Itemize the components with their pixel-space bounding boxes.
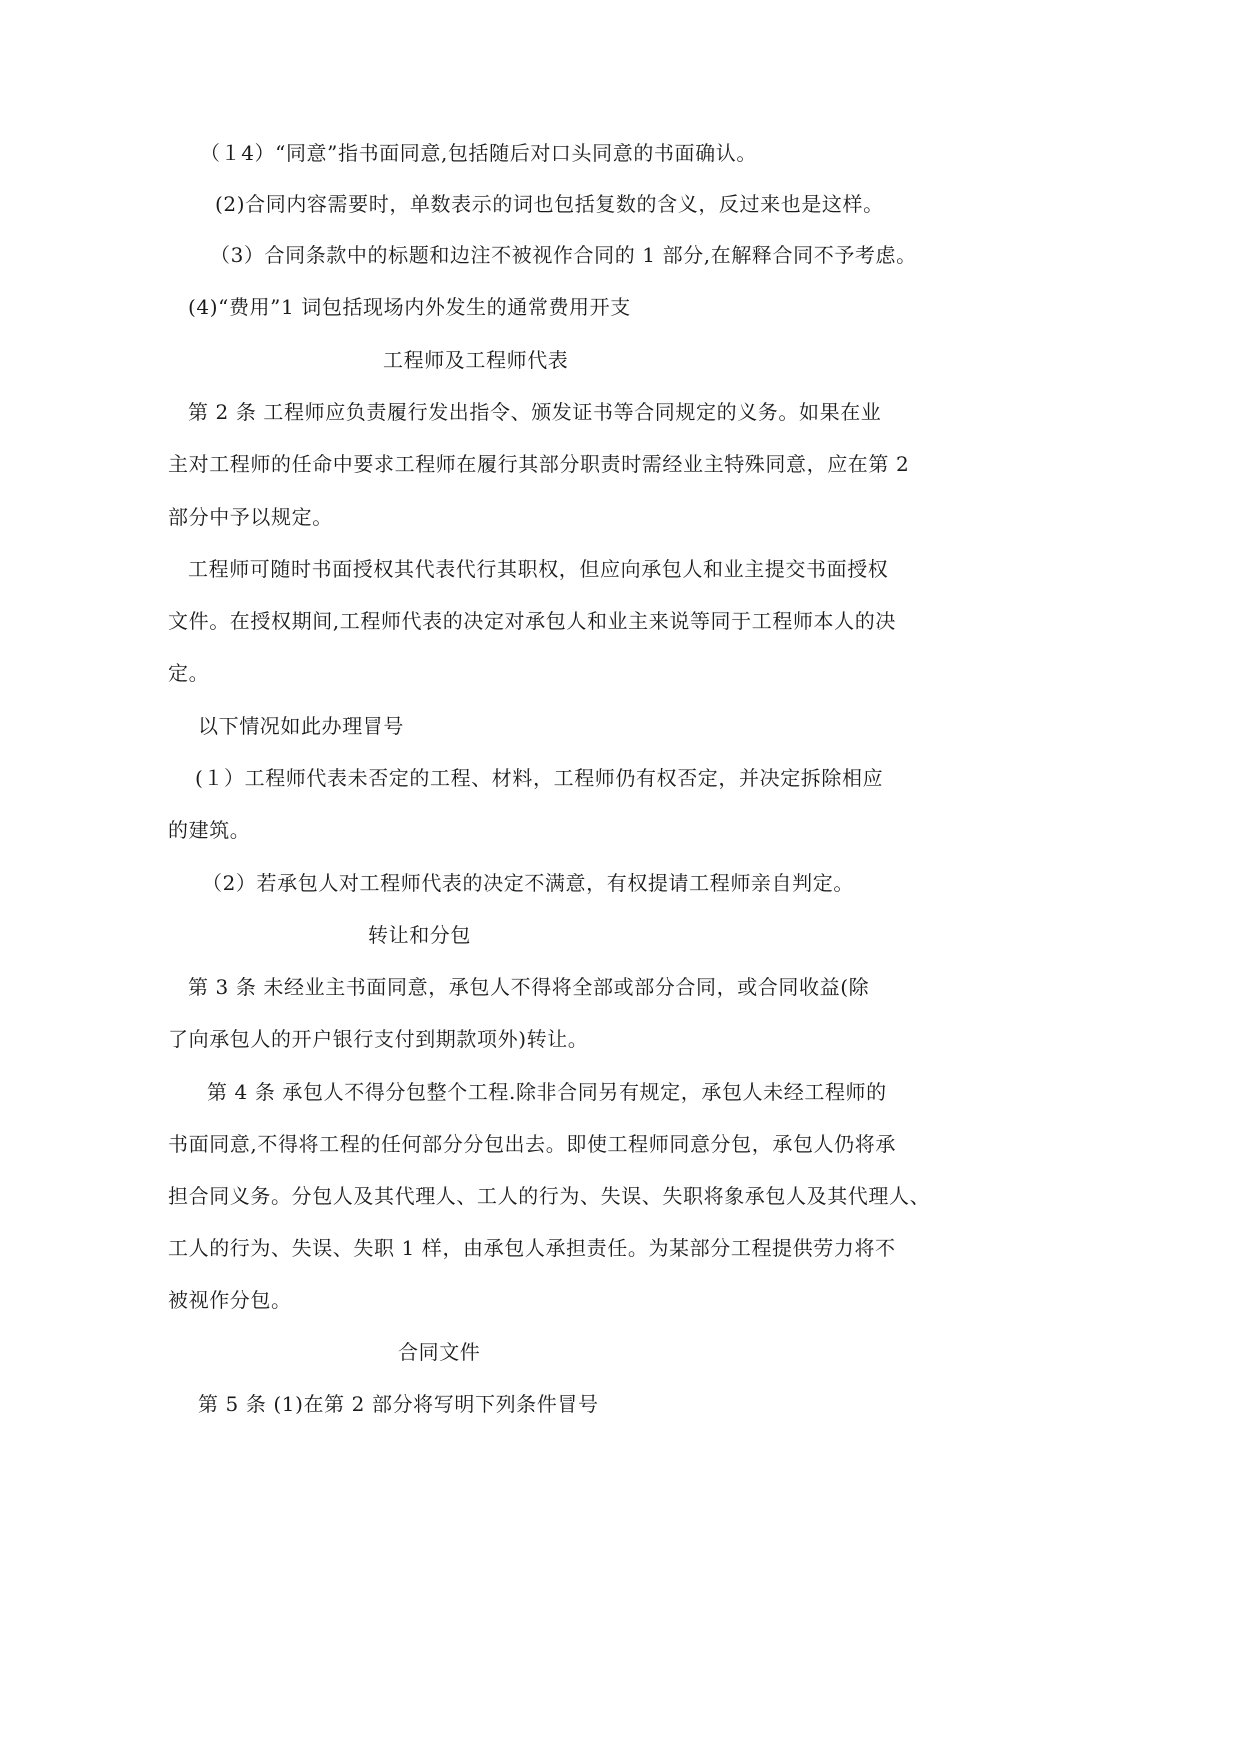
article-4-line-2: 书面同意,不得将工程的任何部分分包出去。即使工程师同意分包，承包人仍将承 [168,1132,896,1156]
article-3-line-2: 了向承包人的开户银行支付到期款项外)转让。 [168,1027,589,1051]
article-4-line-3: 担合同义务。分包人及其代理人、工人的行为、失误、失职将象承包人及其代理人、 [168,1184,931,1208]
article-4-line-5: 被视作分包。 [168,1288,292,1312]
interpretation-item-3: （3）合同条款中的标题和边注不被视作合同的 1 部分,在解释合同不予考虑。 [210,243,917,267]
article-3-line-1: 第 3 条 未经业主书面同意，承包人不得将全部或部分合同，或合同收益(除 [188,975,870,999]
case-1-line-1: (１）工程师代表未否定的工程、材料，工程师仍有权否定，并决定拆除相应 [195,766,884,790]
section-heading-contract-documents: 合同文件 [398,1340,481,1364]
case-1-line-2: 的建筑。 [168,818,251,842]
article-5-line-1: 第 5 条 (1)在第 2 部分将写明下列条件冒号 [198,1392,599,1416]
case-2: （2）若承包人对工程师代表的决定不满意，有权提请工程师亲自判定。 [202,871,854,895]
article-2-line-1: 第 2 条 工程师应负责履行发出指令、颁发证书等合同规定的义务。如果在业 [188,400,882,424]
interpretation-item-4: (4)“费用”1 词包括现场内外发生的通常费用开支 [188,295,631,319]
article-4-line-4: 工人的行为、失误、失职 1 样，由承包人承担责任。为某部分工程提供劳力将不 [168,1236,896,1260]
delegation-paragraph-line-2: 文件。在授权期间,工程师代表的决定对承包人和业主来说等同于工程师本人的决 [168,609,896,633]
interpretation-item-2: (2)合同内容需要时，单数表示的词也包括复数的含义，反过来也是这样。 [215,192,884,216]
section-heading-assignment: 转让和分包 [368,923,471,947]
section-heading-engineer: 工程师及工程师代表 [383,348,569,372]
following-cases-intro: 以下情况如此办理冒号 [198,714,404,738]
delegation-paragraph-line-1: 工程师可随时书面授权其代表代行其职权，但应向承包人和业主提交书面授权 [188,557,889,581]
delegation-paragraph-line-3: 定。 [168,661,210,685]
article-4-line-1: 第 4 条 承包人不得分包整个工程.除非合同另有规定，承包人未经工程师的 [207,1080,887,1104]
article-2-line-2: 主对工程师的任命中要求工程师在履行其部分职责时需经业主特殊同意，应在第 2 [168,452,910,476]
clause-1-4-definition-consent: （１4）“同意”指书面同意,包括随后对口头同意的书面确认。 [200,141,757,165]
article-2-line-3: 部分中予以规定。 [168,505,333,529]
